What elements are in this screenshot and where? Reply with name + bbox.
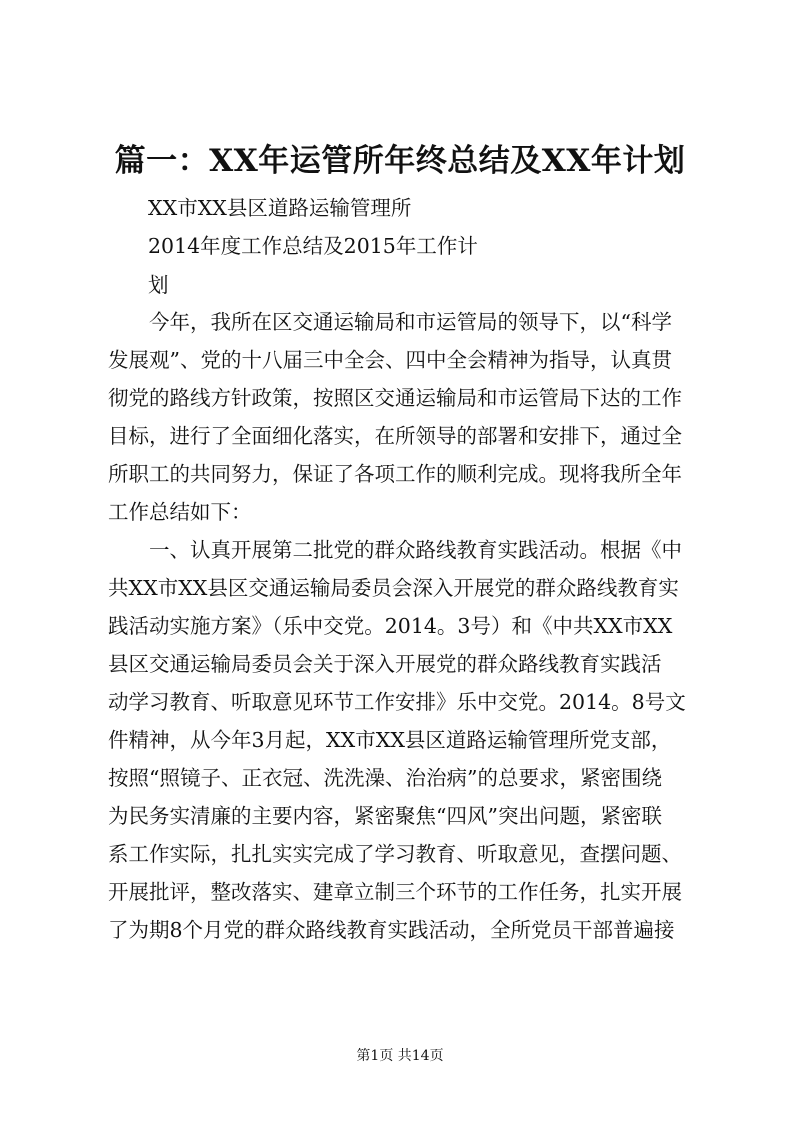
document-title: 篇一：XX年运管所年终总结及XX年计划	[114, 143, 686, 179]
subtitle-line: XX市XX县区道路运输管理所	[148, 196, 412, 220]
body-line: 发展观”、党的十八届三中全会、四中全会精神为指导，认真贯	[108, 348, 672, 372]
body-line: 系工作实际，扎扎实实完成了学习教育、听取意见，查摆问题、	[108, 842, 682, 866]
body-line: 动学习教育、听取意见环节工作安排》乐中交党。2014。8号文	[108, 690, 686, 714]
page-footer: 第1页 共14页	[356, 1048, 444, 1064]
body-line: 共XX市XX县区交通运输局委员会深入开展党的群众路线教育实	[108, 576, 679, 600]
body-line: 践活动实施方案》（乐中交党。2014。3号）和《中共XX市XX	[108, 614, 673, 638]
subtitle-line: 2014年度工作总结及2015年工作计	[148, 234, 478, 258]
body-line: 按照“照镜子、正衣冠、洗洗澡、治治病”的总要求，紧密围绕	[108, 766, 662, 790]
body-line: 了为期8个月党的群众路线教育实践活动，全所党员干部普遍接	[108, 918, 675, 942]
body-line: 工作总结如下：	[108, 500, 252, 524]
body-line: 所职工的共同努力，保证了各项工作的顺利完成。现将我所全年	[108, 462, 682, 486]
body-line: 为民务实清廉的主要内容，紧密聚焦“四风”突出问题，紧密联	[108, 804, 662, 828]
body-line: 彻党的路线方针政策，按照区交通运输局和市运管局下达的工作	[108, 386, 682, 410]
body-line: 件精神，从今年3月起，XX市XX县区道路运输管理所党支部，	[108, 728, 672, 752]
body-line: 开展批评，整改落实、建章立制三个环节的工作任务，扎实开展	[108, 880, 682, 904]
subtitle-line: 划	[148, 273, 169, 297]
body-line: 今年，我所在区交通运输局和市运管局的领导下，以“科学	[108, 310, 672, 334]
body-line: 县区交通运输局委员会关于深入开展党的群众路线教育实践活	[108, 652, 662, 676]
body-line: 一、认真开展第二批党的群众路线教育实践活动。根据《中	[108, 538, 682, 562]
body-line: 目标，进行了全面细化落实，在所领导的部署和安排下，通过全	[108, 424, 682, 448]
